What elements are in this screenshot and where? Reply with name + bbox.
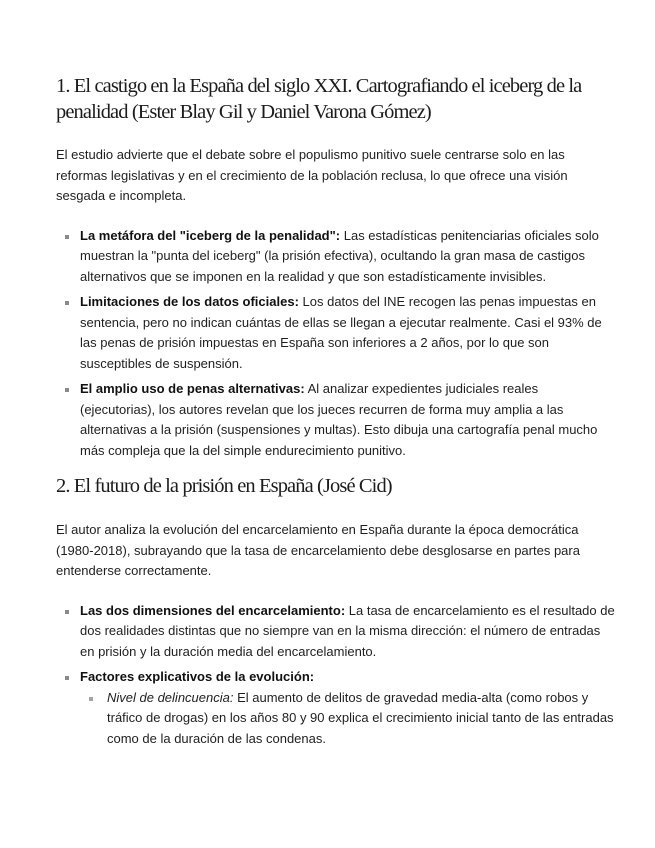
bullet-icon	[65, 235, 69, 239]
bullet-label: La metáfora del "iceberg de la penalidad":	[80, 227, 341, 243]
section-1-intro: El estudio advierte que el debate sobre el populismo punitivo suele centrarse solo en las reformas legislativas y en el crecimiento de la población reclusa, lo que ofrece una visión sesgada e incompleta.	[56, 147, 568, 203]
section-1-title: 1. El castigo en la España del siglo XXI. Cartografiando el iceberg de la penalidad (Ester Blay Gil y Daniel Varona Gómez)	[56, 75, 582, 123]
sub-list-item	[80, 688, 616, 750]
list-item	[56, 292, 616, 374]
bullet-text: Las estadísticas penitenciarias oficiales solo muestran la "punta del iceberg" (la prisión efectiva), ocultando la gran masa de castigos alternativos que se imponen en la realidad y que son estadísticamente invisibles.	[80, 227, 599, 284]
sub-bullet-label: Nivel de delincuencia:	[107, 689, 234, 705]
sub-bullet-text: El aumento de delitos de gravedad media-alta (como robos y tráfico de drogas) en los años 80 y 90 explica el crecimiento inicial tanto de las entradas como de la duración de las condenas.	[107, 689, 614, 746]
sub-bullet-icon	[89, 697, 93, 701]
list-item	[56, 226, 616, 288]
section-2-bullet-list	[56, 601, 616, 750]
bullet-text: Al analizar expedientes judiciales reales (ejecutorias), los autores revelan que los jueces recurren de forma muy amplia a las alternativas a la prisión (suspensiones y multas). Esto dibuja una cartografía penal mucho más compleja que la del simple endurecimiento punitivo.	[80, 381, 598, 458]
bullet-icon	[65, 301, 69, 305]
bullet-icon	[65, 610, 69, 614]
bullet-label: El amplio uso de penas alternativas:	[80, 381, 305, 396]
bullet-icon	[65, 676, 69, 680]
bullet-text: La tasa de encarcelamiento es el resultado de dos realidades distintas que no siempre van en la misma dirección: el número de entradas en prisión y la duración media del encarcelamiento.	[80, 602, 615, 659]
section-1-bullet-list	[56, 226, 616, 462]
list-item	[56, 379, 616, 461]
section-2-title: 2. El futuro de la prisión en España (José Cid)	[56, 475, 392, 497]
list-item	[56, 667, 616, 749]
bullet-label: Las dos dimensiones del encarcelamiento:	[80, 602, 346, 618]
list-item	[56, 601, 616, 663]
bullet-label: Factores explicativos de la evolución:	[80, 669, 315, 684]
bullet-label: Limitaciones de los datos oficiales:	[80, 294, 299, 309]
document-page	[56, 73, 616, 754]
section-2-intro: El autor analiza la evolución del encarcelamiento en España durante la época democrática (1980-2018), subrayando que la tasa de encarcelamiento debe desglosarse en partes para entenderse correctamente.	[56, 522, 580, 578]
sub-bullet-list	[80, 688, 616, 750]
bullet-icon	[65, 388, 69, 392]
bullet-text: Los datos del INE recogen las penas impuestas en sentencia, pero no indican cuántas de ellas se llegan a ejecutar realmente. Casi el 93% de las penas de prisión impuestas en España son inferiores a 2 años, por lo que son susceptibles de suspensión.	[80, 294, 602, 371]
